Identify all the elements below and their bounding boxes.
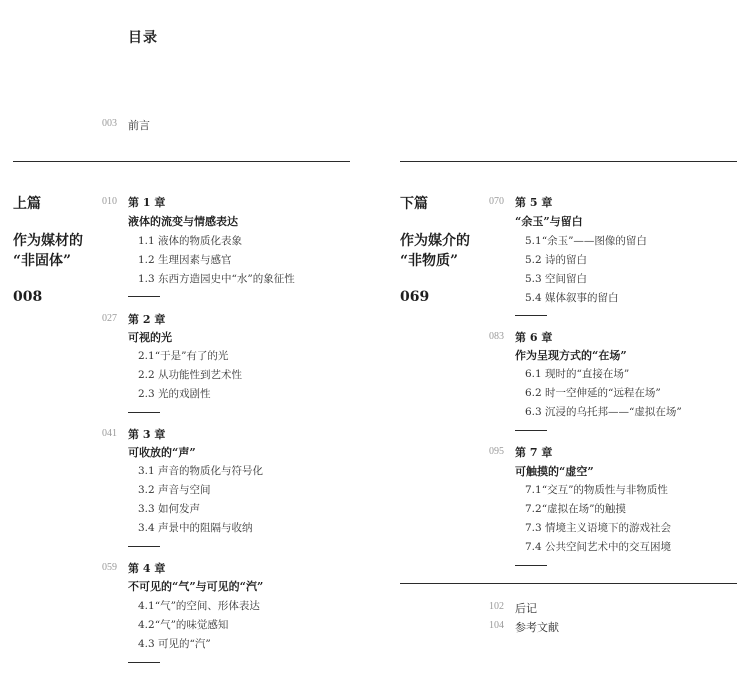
section-link[interactable]: 7.4 公共空间艺术中的交互困境 bbox=[525, 541, 672, 553]
chapter-number: 第 5 章 bbox=[515, 196, 553, 209]
references-page-number: 104 bbox=[489, 620, 504, 631]
chapter-number: 第 2 章 bbox=[128, 313, 166, 326]
references-link[interactable]: 参考文献 bbox=[515, 621, 559, 634]
part-subtitle-line1-upper: 作为媒材的 bbox=[13, 233, 83, 249]
part-page-upper: 008 bbox=[13, 289, 43, 305]
part-label-lower: 下篇 bbox=[400, 196, 428, 212]
section-link[interactable]: 1.2 生理因素与感官 bbox=[138, 254, 232, 266]
part-page-lower: 069 bbox=[400, 289, 430, 305]
section-link[interactable]: 2.2 从功能性到艺术性 bbox=[138, 369, 243, 381]
section-link[interactable]: 7.1“交互”的物质性与非物质性 bbox=[525, 484, 668, 496]
chapter-title-link[interactable]: 可视的光 bbox=[128, 331, 172, 344]
chapter-title-link[interactable]: 液体的流变与情感表达 bbox=[128, 215, 238, 228]
chapter-title-link[interactable]: “余玉”与留白 bbox=[515, 215, 583, 228]
chapter-separator bbox=[128, 662, 160, 663]
page-title: 目录 bbox=[128, 30, 158, 46]
chapter-page-number: 059 bbox=[102, 562, 117, 573]
chapter-title-link[interactable]: 可收放的“声” bbox=[128, 446, 196, 459]
section-link[interactable]: 6.1 现时的“直接在场” bbox=[525, 368, 630, 380]
section-link[interactable]: 5.1“余玉”——图像的留白 bbox=[525, 235, 647, 247]
afterword-page-number: 102 bbox=[489, 601, 504, 612]
part-label-upper: 上篇 bbox=[13, 196, 41, 212]
chapter-separator bbox=[515, 315, 547, 316]
chapter-separator bbox=[128, 412, 160, 413]
section-link[interactable]: 4.1“气”的空间、形体表达 bbox=[138, 600, 260, 612]
chapter-title-link[interactable]: 可触摸的“虚空” bbox=[515, 465, 594, 478]
section-link[interactable]: 5.2 诗的留白 bbox=[525, 254, 588, 266]
section-link[interactable]: 1.3 东西方造园史中“水”的象征性 bbox=[138, 273, 295, 285]
section-link[interactable]: 5.3 空间留白 bbox=[525, 273, 588, 285]
divider-backmatter bbox=[400, 583, 737, 584]
afterword-link[interactable]: 后记 bbox=[515, 602, 537, 615]
chapter-page-number: 041 bbox=[102, 428, 117, 439]
part-subtitle-line1-lower: 作为媒介的 bbox=[400, 233, 470, 249]
preface-page-number: 003 bbox=[102, 118, 117, 129]
chapter-separator bbox=[515, 565, 547, 566]
part-subtitle-line2-lower: “非物质” bbox=[400, 253, 459, 269]
divider-left bbox=[13, 161, 350, 162]
chapter-page-number: 083 bbox=[489, 331, 504, 342]
section-link[interactable]: 3.1 声音的物质化与符号化 bbox=[138, 465, 264, 477]
chapter-page-number: 095 bbox=[489, 446, 504, 457]
chapter-page-number: 070 bbox=[489, 196, 504, 207]
section-link[interactable]: 2.1“于是”有了的光 bbox=[138, 350, 229, 362]
section-link[interactable]: 2.3 光的戏剧性 bbox=[138, 388, 211, 400]
chapter-title-link[interactable]: 不可见的“气”与可见的“汽” bbox=[128, 580, 264, 593]
section-link[interactable]: 7.3 情境主义语境下的游戏社会 bbox=[525, 522, 672, 534]
chapter-separator bbox=[128, 546, 160, 547]
chapter-number: 第 1 章 bbox=[128, 196, 166, 209]
chapter-number: 第 4 章 bbox=[128, 562, 166, 575]
part-subtitle-line2-upper: “非固体” bbox=[13, 253, 72, 269]
section-link[interactable]: 6.3 沉浸的乌托邦——“虚拟在场” bbox=[525, 406, 682, 418]
section-link[interactable]: 3.2 声音与空间 bbox=[138, 484, 211, 496]
section-link[interactable]: 4.3 可见的“汽” bbox=[138, 638, 211, 650]
section-link[interactable]: 7.2“虚拟在场”的触摸 bbox=[525, 503, 626, 515]
chapter-number: 第 3 章 bbox=[128, 428, 166, 441]
section-link[interactable]: 3.3 如何发声 bbox=[138, 503, 201, 515]
section-link[interactable]: 1.1 液体的物质化表象 bbox=[138, 235, 243, 247]
section-link[interactable]: 6.2 时一空伸延的“远程在场” bbox=[525, 387, 661, 399]
chapter-separator bbox=[515, 430, 547, 431]
chapter-page-number: 010 bbox=[102, 196, 117, 207]
preface-link[interactable]: 前言 bbox=[128, 119, 150, 132]
section-link[interactable]: 4.2“气”的味觉感知 bbox=[138, 619, 229, 631]
section-link[interactable]: 5.4 媒体叙事的留白 bbox=[525, 292, 619, 304]
chapter-separator bbox=[128, 296, 160, 297]
section-link[interactable]: 3.4 声景中的阻隔与收纳 bbox=[138, 522, 253, 534]
chapter-page-number: 027 bbox=[102, 313, 117, 324]
chapter-number: 第 7 章 bbox=[515, 446, 553, 459]
chapter-number: 第 6 章 bbox=[515, 331, 553, 344]
divider-right bbox=[400, 161, 737, 162]
chapter-title-link[interactable]: 作为呈现方式的“在场” bbox=[515, 349, 627, 362]
